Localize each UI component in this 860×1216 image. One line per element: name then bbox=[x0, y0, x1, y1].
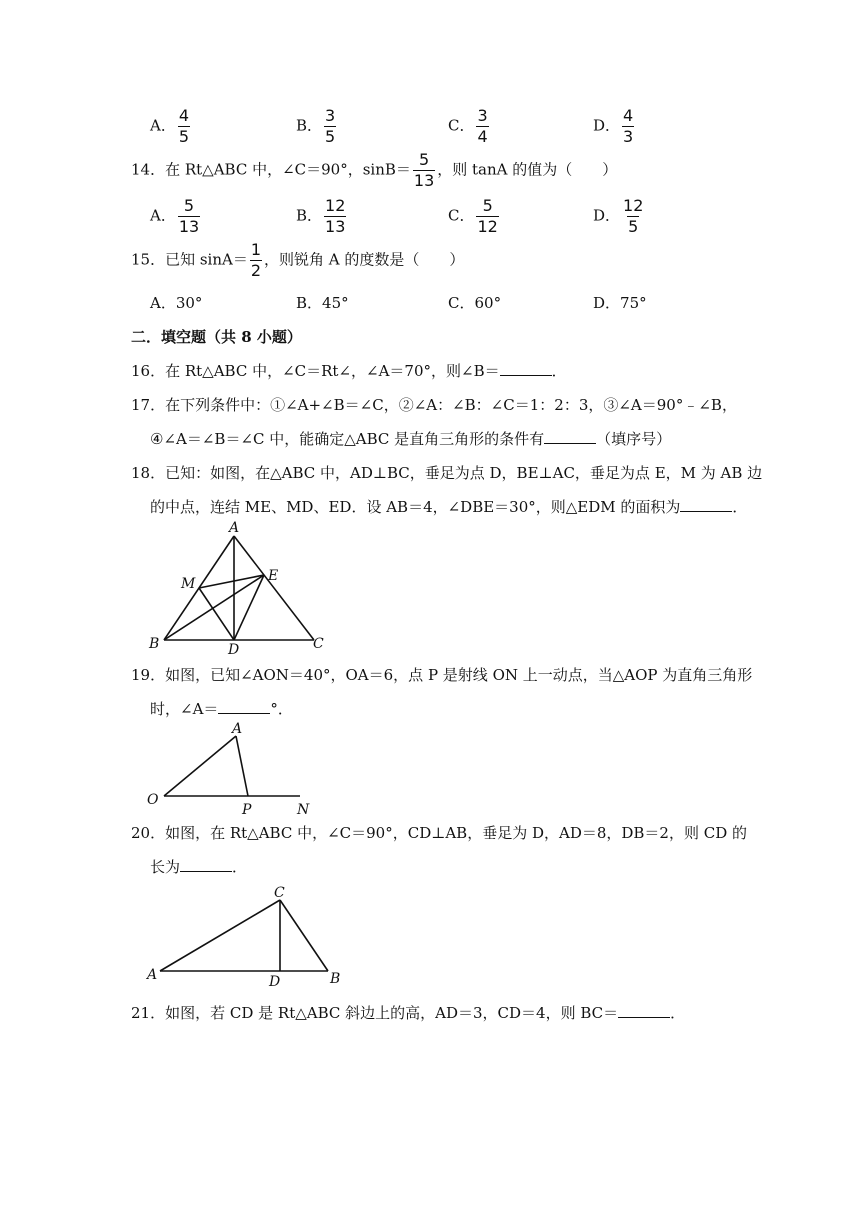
q13-option-a: A． $\frac{4}{5}$ bbox=[150, 106, 190, 146]
label-e: E bbox=[268, 568, 279, 584]
q14-option-b: B． $\frac{12}{13}$ bbox=[296, 196, 346, 236]
answer-blank[interactable] bbox=[180, 857, 232, 872]
q14-option-c: C． $\frac{5}{12}$ bbox=[448, 196, 498, 236]
label-a: A bbox=[229, 520, 240, 536]
label-b: B bbox=[330, 971, 341, 987]
line-ac bbox=[234, 536, 314, 640]
q19-figure bbox=[140, 718, 340, 818]
label-c: C bbox=[313, 636, 324, 652]
q20-figure bbox=[140, 882, 350, 990]
label-d: D bbox=[228, 642, 240, 654]
q15-option-a: A．30° bbox=[150, 294, 203, 312]
answer-blank[interactable] bbox=[618, 1003, 670, 1018]
q14-option-d: D． $\frac{12}{5}$ bbox=[593, 196, 644, 236]
section-heading: 二．填空题（共 8 小题） bbox=[131, 328, 302, 346]
line-ap bbox=[236, 736, 248, 796]
label-a: A bbox=[147, 967, 158, 983]
question-14: 14．在 Rt△ABC 中，∠C＝90°，sinB＝ $\frac{5}{13}$ ，则 tanA 的值为（ ） bbox=[131, 150, 618, 190]
question-16: 16．在 Rt△ABC 中，∠C＝Rt∠，∠A＝70°，则∠B＝ ． bbox=[131, 362, 567, 380]
answer-blank[interactable] bbox=[218, 699, 270, 714]
line-ac bbox=[160, 900, 280, 971]
label-b: B bbox=[149, 636, 160, 652]
label-m: M bbox=[181, 576, 196, 592]
label-a: A bbox=[232, 721, 243, 737]
answer-blank[interactable] bbox=[544, 429, 596, 444]
label-n: N bbox=[297, 802, 310, 818]
question-15: 15．已知 sinA＝ $\frac{1}{2}$ ，则锐角 A 的度数是（ ） bbox=[131, 240, 465, 280]
q13-option-d: D． $\frac{4}{3}$ bbox=[593, 106, 634, 146]
answer-blank[interactable] bbox=[680, 497, 732, 512]
question-20-line2: 长为 ． bbox=[150, 858, 248, 876]
label-o: O bbox=[147, 792, 159, 808]
q13-option-b: B． $\frac{3}{5}$ bbox=[296, 106, 336, 146]
label-c: C bbox=[274, 885, 285, 901]
q18-figure bbox=[140, 518, 340, 654]
question-17-line2: ④∠A＝∠B＝∠C 中，能确定△ABC 是直角三角形的条件有 （填序号） bbox=[150, 430, 672, 448]
question-18-line2: 的中点，连结 ME、MD、ED．设 AB＝4，∠DBE＝30°，则△EDM 的面积为 ． bbox=[150, 498, 748, 516]
answer-blank[interactable] bbox=[500, 361, 552, 376]
label-d: D bbox=[269, 974, 281, 990]
question-19-line1: 19．如图，已知∠AON＝40°，OA＝6，点 P 是射线 ON 上一动点，当△AOP 为直角三角形 bbox=[131, 666, 753, 684]
q14-option-a: A． $\frac{5}{13}$ bbox=[150, 196, 200, 236]
question-21: 21．如图，若 CD 是 Rt△ABC 斜边上的高，AD＝3，CD＝4，则 BC＝ ． bbox=[131, 1004, 686, 1022]
q15-option-d: D．75° bbox=[593, 294, 647, 312]
question-20-line1: 20．如图，在 Rt△ABC 中，∠C＝90°，CD⊥AB，垂足为 D，AD＝8，DB＝2，则 CD 的 bbox=[131, 824, 748, 842]
q15-option-b: B．45° bbox=[296, 294, 349, 312]
q13-option-c: C． $\frac{3}{4}$ bbox=[448, 106, 488, 146]
question-19-line2: 时，∠A＝ °． bbox=[150, 700, 293, 718]
question-17-line1: 17．在下列条件中：①∠A+∠B＝∠C，②∠A：∠B：∠C＝1：2：3，③∠A＝90°﹣∠B， bbox=[131, 396, 737, 414]
label-p: P bbox=[242, 802, 252, 818]
q15-option-c: C．60° bbox=[448, 294, 502, 312]
line-oa bbox=[164, 736, 236, 796]
line-cb bbox=[280, 900, 328, 971]
question-18-line1: 18．已知：如图，在△ABC 中，AD⊥BC，垂足为点 D，BE⊥AC，垂足为点 E，M 为 AB 边 bbox=[131, 464, 763, 482]
